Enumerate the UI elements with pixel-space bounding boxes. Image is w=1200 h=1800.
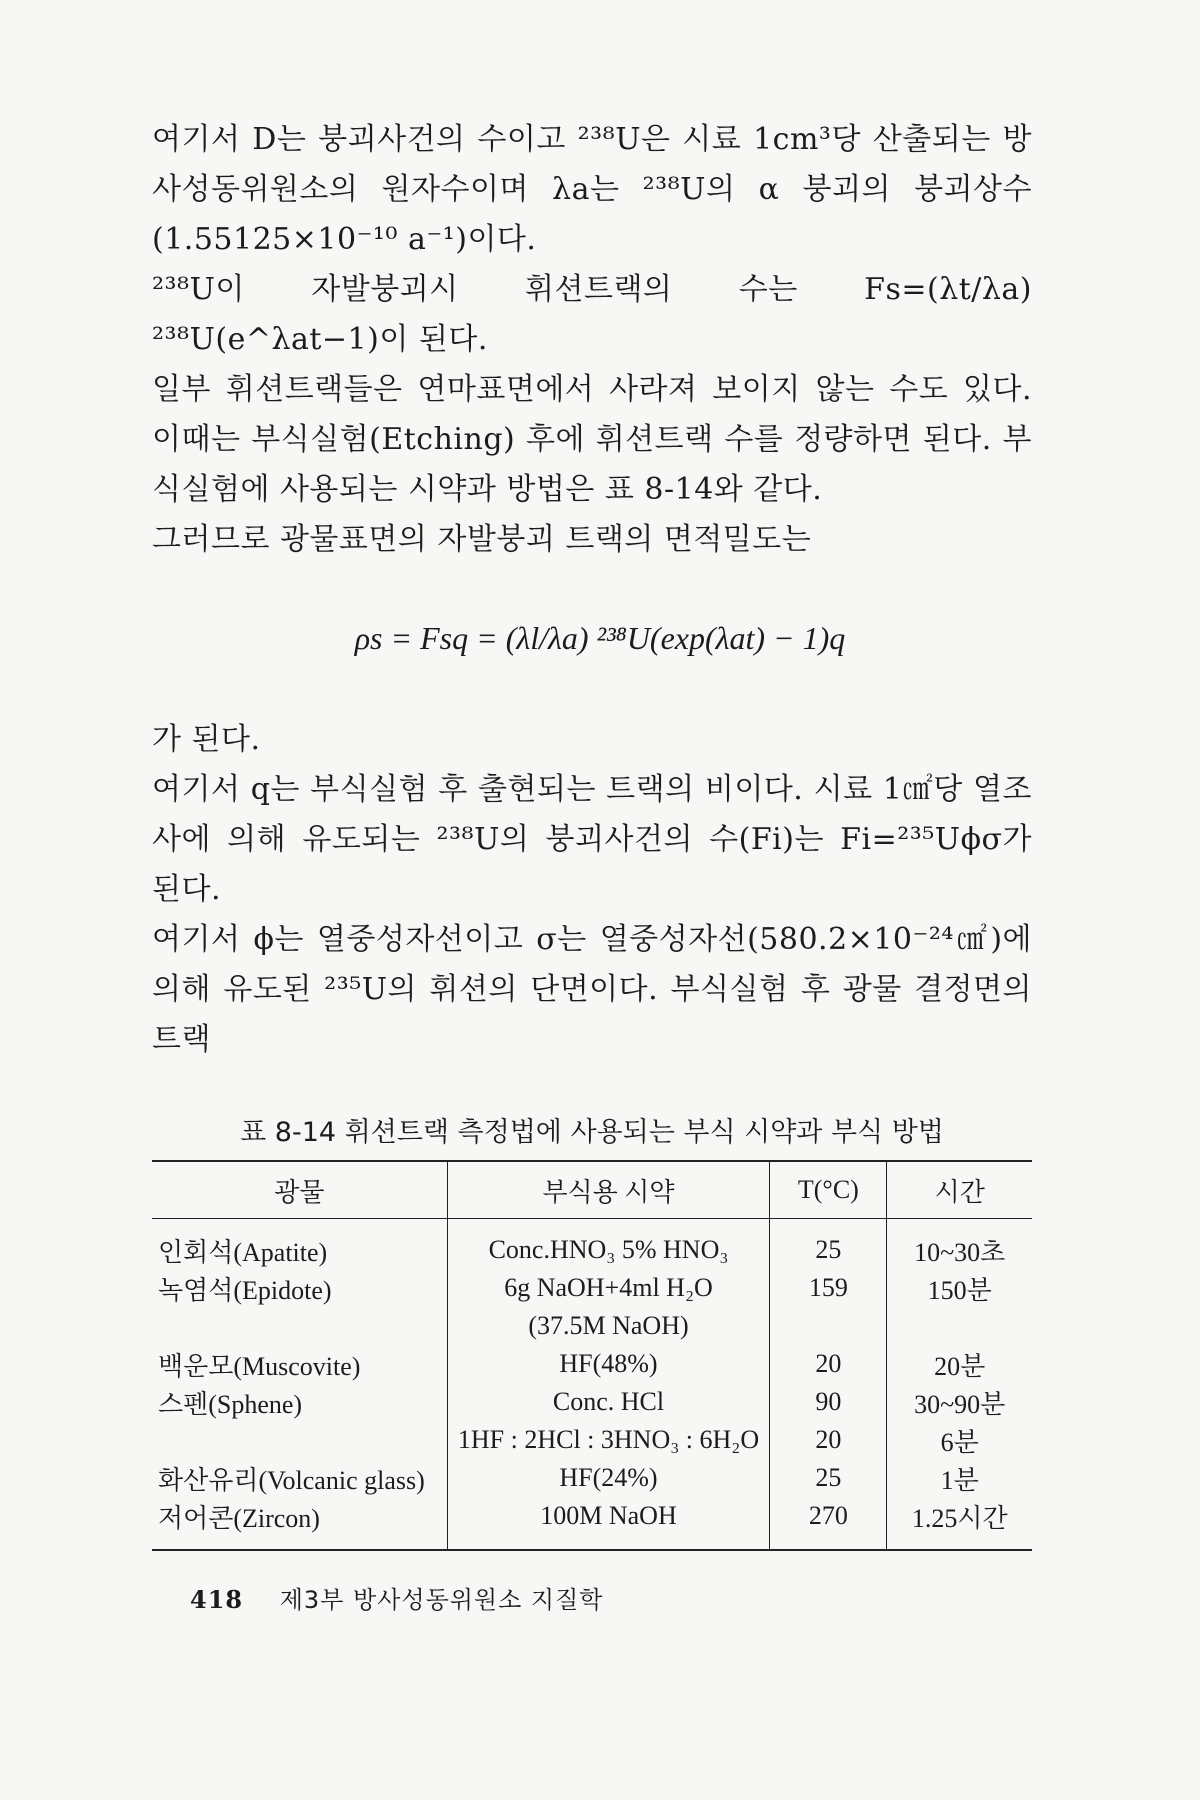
- cell-temperature: 20: [770, 1421, 887, 1459]
- table-row: [152, 1219, 1032, 1270]
- header-temperature: T(°C): [770, 1161, 887, 1219]
- cell-time: 6분: [887, 1421, 1032, 1459]
- cell-time: 30~90분: [887, 1383, 1032, 1421]
- etching-reagents-table: [152, 1160, 1032, 1551]
- paragraph-5: 가 된다.: [152, 722, 261, 757]
- table-row: [152, 1459, 1032, 1497]
- cell-temperature: 25: [770, 1459, 887, 1497]
- cell-reagent: HF(48%): [447, 1345, 770, 1383]
- page-footer: [190, 1580, 604, 1615]
- table-row: [152, 1383, 1032, 1421]
- cell-reagent: 1HF : 2HCl : 3HNO₃ : 6H₂O: [447, 1421, 770, 1459]
- cell-reagent: Conc. HCl: [447, 1383, 770, 1421]
- cell-temperature: 25: [770, 1219, 887, 1270]
- table-row: [152, 1307, 1032, 1345]
- table-row: [152, 1421, 1032, 1459]
- cell-temperature: [770, 1307, 887, 1345]
- cell-temperature: 159: [770, 1269, 887, 1307]
- table-caption: 표 8-14 휘션트랙 측정법에 사용되는 부식 시약과 부식 방법: [240, 1117, 944, 1148]
- cell-mineral: 백운모(Muscovite): [158, 1351, 361, 1381]
- cell-temperature: 20: [770, 1345, 887, 1383]
- paragraph-2: ²³⁸U이 자발붕괴시 휘션트랙의 수는 Fs=(λt/λa) ²³⁸U(e^λat−1)이 된다.: [152, 272, 1032, 357]
- page-number: 418: [190, 1585, 244, 1614]
- cell-mineral: 녹염석(Epidote): [158, 1275, 332, 1305]
- cell-time: 1.25시간: [887, 1497, 1032, 1550]
- header-reagent: 부식용 시약: [447, 1161, 770, 1219]
- density-equation: ρs = Fsq = (λl/λa) ²³⁸U(exp(λat) − 1)q: [354, 620, 846, 656]
- cell-reagent: Conc.HNO₃ 5% HNO₃: [447, 1219, 770, 1270]
- cell-reagent: 100M NaOH: [447, 1497, 770, 1550]
- cell-mineral: [152, 1421, 447, 1459]
- paragraph-3: 일부 휘션트랙들은 연마표면에서 사라져 보이지 않는 수도 있다. 이때는 부식실험(Etching) 후에 휘션트랙 수를 정량하면 된다. 부식실험에 사용되는 시약과 방법은 표 8-14와 같다.: [152, 372, 1032, 507]
- table-header-row: [152, 1161, 1032, 1219]
- cell-mineral: 스펜(Sphene): [158, 1389, 303, 1419]
- cell-mineral: 화산유리(Volcanic glass): [158, 1465, 425, 1495]
- cell-time: 20분: [887, 1345, 1032, 1383]
- table-row: [152, 1497, 1032, 1550]
- header-time: 시간: [887, 1161, 1032, 1219]
- paragraph-1: 여기서 D는 붕괴사건의 수이고 ²³⁸U은 시료 1cm³당 산출되는 방사성동위원소의 원자수이며 λa는 ²³⁸U의 α 붕괴의 붕괴상수(1.55125×10⁻¹⁰ a⁻¹)이다.: [152, 122, 1032, 257]
- cell-time: 150분: [887, 1269, 1032, 1307]
- paragraph-7: 여기서 ϕ는 열중성자선이고 σ는 열중성자선(580.2×10⁻²⁴㎠)에 의해 유도된 ²³⁵U의 휘션의 단면이다. 부식실험 후 광물 결정면의 트랙: [152, 922, 1032, 1057]
- cell-mineral: [152, 1307, 447, 1345]
- cell-time: [887, 1307, 1032, 1345]
- cell-mineral: 저어콘(Zircon): [158, 1503, 320, 1533]
- header-mineral: 광물: [274, 1177, 325, 1207]
- table-row: [152, 1345, 1032, 1383]
- cell-temperature: 90: [770, 1383, 887, 1421]
- cell-temperature: 270: [770, 1497, 887, 1550]
- paragraph-4: 그러므로 광물표면의 자발붕괴 트랙의 면적밀도는: [152, 522, 812, 557]
- cell-time: 1분: [887, 1459, 1032, 1497]
- cell-time: 10~30초: [887, 1219, 1032, 1270]
- cell-reagent: (37.5M NaOH): [447, 1307, 770, 1345]
- cell-mineral: 인회석(Apatite): [158, 1237, 328, 1267]
- table-row: [152, 1269, 1032, 1307]
- paragraph-6: 여기서 q는 부식실험 후 출현되는 트랙의 비이다. 시료 1㎠당 열조사에 의해 유도되는 ²³⁸U의 붕괴사건의 수(Fi)는 Fi=²³⁵Uϕσ가 된다.: [152, 772, 1032, 907]
- cell-reagent: 6g NaOH+4ml H₂O: [447, 1269, 770, 1307]
- cell-reagent: HF(24%): [447, 1459, 770, 1497]
- section-title: 제3부 방사성동위원소 지질학: [279, 1586, 604, 1614]
